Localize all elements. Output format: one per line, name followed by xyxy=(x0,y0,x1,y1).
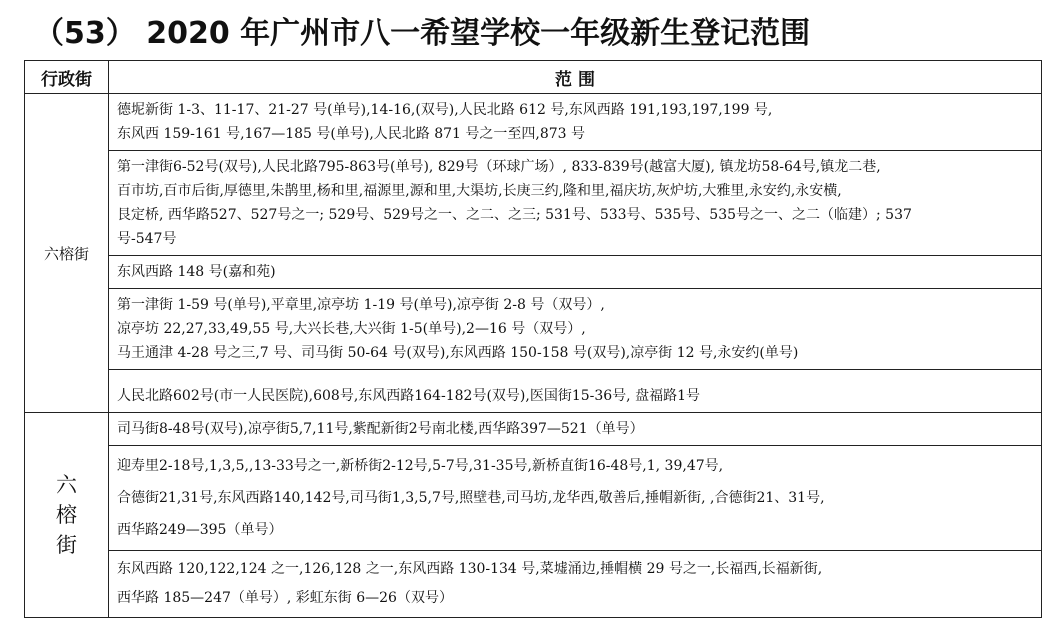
street-cell: 六榕街 xyxy=(25,94,109,413)
range-line: 东风西路 120,122,124 之一,126,128 之一,东风西路 130-134 号,菜墟涌边,捶帽横 29 号之一,长福西,长福新街, xyxy=(117,561,823,577)
range-line: 东风西路 148 号(嘉和苑) xyxy=(117,264,276,280)
table-row xyxy=(25,256,1042,289)
table-row xyxy=(25,151,1042,256)
range-line: 德坭新街 1-3、11-17、21-27 号(单号),14-16,(双号),人民北路 612 号,东风西路 191,193,197,199 号, xyxy=(117,102,773,118)
range-line: 第一津街6-52号(双号),人民北路795-863号(单号), 829号（环球广场）, 833-839号(越富大厦), 镇龙坊58-64号,镇龙二巷, xyxy=(117,159,881,175)
street-name-char: 六 xyxy=(56,473,77,497)
range-cell xyxy=(109,256,1042,289)
table-row xyxy=(25,413,1042,446)
range-line: 合德街21,31号,东风西路140,142号,司马街1,3,5,7号,照壁巷,司马坊,龙华西,敬善后,捶帽新街, ,合德街21、31号, xyxy=(117,490,825,506)
range-line: 西华路249—395（单号） xyxy=(117,522,283,538)
range-line: 马王通津 4-28 号之三,7 号、司马街 50-64 号(双号),东风西路 150-158 号(双号),凉亭街 12 号,永安约(单号) xyxy=(117,345,799,361)
page-title: （53） 2020 年广州市八一希望学校一年级新生登记范围 xyxy=(34,16,811,51)
range-line: 人民北路602号(市一人民医院),608号,东风西路164-182号(双号),医国街15-36号, 盘福路1号 xyxy=(117,388,700,404)
range-line: 百市坊,百市后街,厚德里,朱鹊里,杨和里,福源里,源和里,大渠坊,长庚三约,隆和里,福庆坊,灰炉坊,大雅里,永安约,永安横, xyxy=(117,183,842,199)
range-line: 凉亭坊 22,27,33,49,55 号,大兴长巷,大兴街 1-5(单号),2—16 号（双号）, xyxy=(117,321,586,337)
range-column-header: 范 围 xyxy=(109,61,1042,94)
range-cell xyxy=(109,446,1042,551)
range-cell xyxy=(109,151,1042,256)
table-row xyxy=(25,94,1042,151)
range-line: 东风西 159-161 号,167—185 号(单号),人民北路 871 号之一至四,873 号 xyxy=(117,126,586,142)
range-line: 迎寿里2-18号,1,3,5,,13-33号之一,新桥街2-12号,5-7号,31-35号,新桥直街16-48号,1, 39,47号, xyxy=(117,458,724,474)
range-line: 西华路 185—247（单号）, 彩虹东街 6—26（双号） xyxy=(117,590,453,606)
range-cell xyxy=(109,289,1042,370)
range-cell xyxy=(109,370,1042,413)
street-cell-vertical xyxy=(25,413,109,618)
street-name-vertical xyxy=(25,470,108,560)
range-cell xyxy=(109,94,1042,151)
street-name-char: 榕 xyxy=(56,503,77,527)
table-row xyxy=(25,446,1042,551)
table-header-row xyxy=(25,61,1042,94)
range-cell xyxy=(109,551,1042,618)
registration-range-table xyxy=(24,60,1042,618)
table-row xyxy=(25,289,1042,370)
range-line: 第一津街 1-59 号(单号),平章里,凉亭坊 1-19 号(单号),凉亭街 2-8 号（双号）, xyxy=(117,297,605,313)
street-name-char: 街 xyxy=(56,533,77,557)
street-column-header: 行政街 xyxy=(25,61,109,94)
range-line: 号-547号 xyxy=(117,231,177,247)
range-cell xyxy=(109,413,1042,446)
range-line: 艮定桥, 西华路527、527号之一; 529号、529号之一、之二、之三; 531号、533号、535号、535号之一、之二（临建）; 537 xyxy=(117,207,912,223)
table-row xyxy=(25,370,1042,413)
range-line: 司马街8-48号(双号),凉亭街5,7,11号,紫配新街2号南北楼,西华路397—521（单号） xyxy=(117,421,644,437)
table-row xyxy=(25,551,1042,618)
